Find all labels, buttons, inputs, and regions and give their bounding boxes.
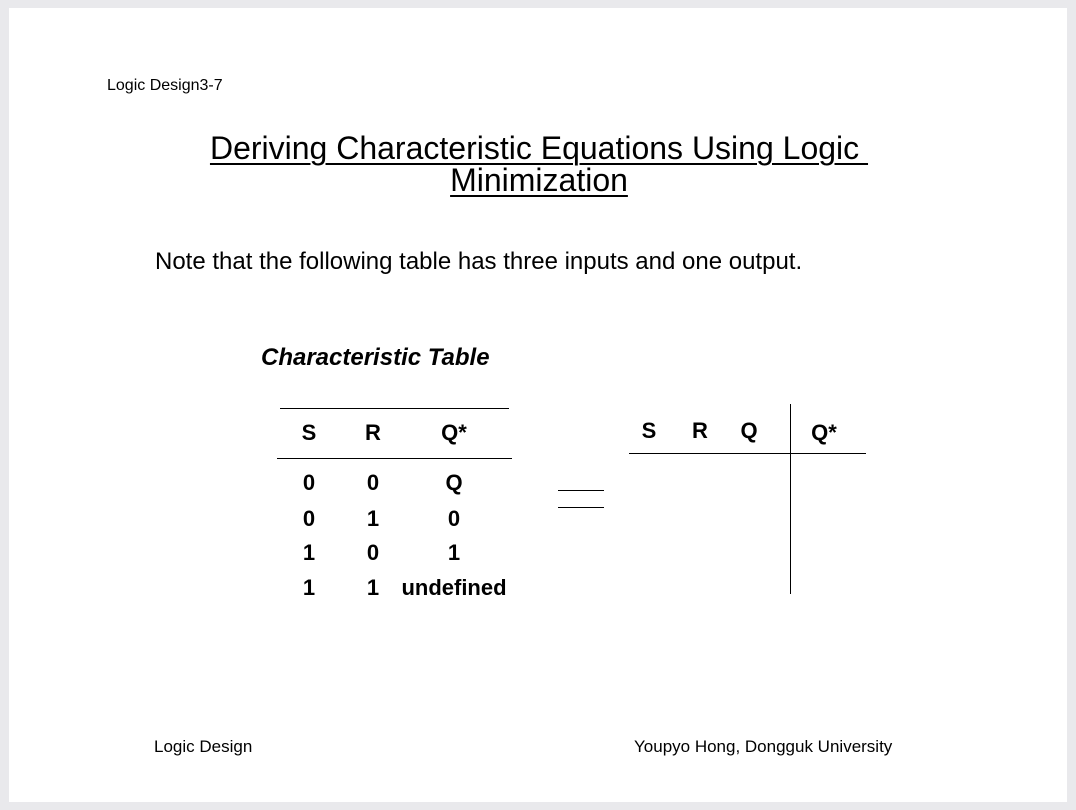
table-cell: undefined bbox=[401, 575, 507, 600]
header-r: R bbox=[692, 418, 708, 443]
table-cell: Q bbox=[445, 470, 463, 495]
header-qstar: Q* bbox=[441, 420, 467, 445]
equals-bar-bottom bbox=[558, 507, 604, 508]
table-header-rule bbox=[277, 458, 512, 459]
slide bbox=[9, 8, 1067, 802]
slide-title bbox=[109, 132, 969, 196]
equals-bar-top bbox=[558, 490, 604, 491]
table-cell: 1 bbox=[302, 540, 316, 565]
header-qstar: Q* bbox=[811, 420, 837, 445]
table-top-rule bbox=[280, 408, 509, 409]
table-cell: 1 bbox=[366, 506, 380, 531]
expanded-header-rule bbox=[629, 453, 866, 454]
table-cell: 0 bbox=[447, 506, 461, 531]
table-cell: 1 bbox=[366, 575, 380, 600]
table-cell: 0 bbox=[302, 506, 316, 531]
table-cell: 0 bbox=[302, 470, 316, 495]
footer-left: Logic Design bbox=[154, 737, 253, 756]
header-s: S bbox=[641, 418, 657, 443]
note-text: Note that the following table has three inputs and one output. bbox=[155, 248, 803, 275]
header-s: S bbox=[301, 420, 317, 445]
table-caption: Characteristic Table bbox=[261, 344, 490, 371]
table-cell: 0 bbox=[366, 470, 380, 495]
header-q: Q bbox=[740, 418, 758, 443]
title-line-2: Minimization bbox=[450, 162, 628, 198]
footer-right: Youpyo Hong, Dongguk University bbox=[634, 737, 893, 756]
header-r: R bbox=[365, 420, 381, 445]
table-cell: 1 bbox=[447, 540, 461, 565]
table-cell: 0 bbox=[366, 540, 380, 565]
table-cell: 1 bbox=[302, 575, 316, 600]
title-line-1: Deriving Characteristic Equations Using Logic bbox=[209, 130, 869, 166]
slide-number: Logic Design3-7 bbox=[107, 77, 223, 94]
expanded-divider bbox=[790, 404, 791, 594]
